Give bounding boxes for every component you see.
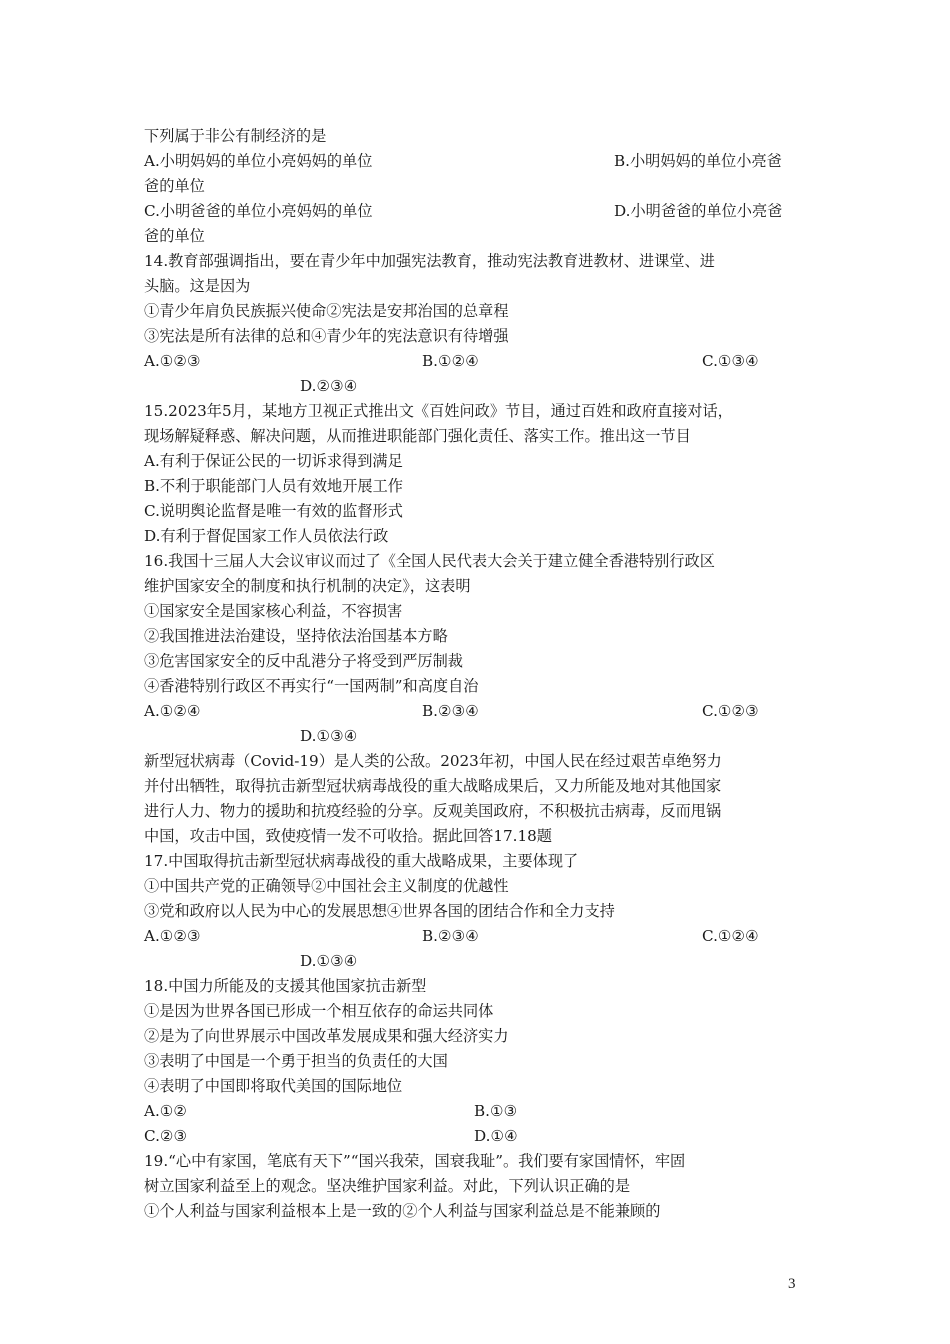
q17-option-a: A.①②③	[144, 927, 201, 945]
q19-statement: ①个人利益与国家利益根本上是一致的②个人利益与国家利益总是不能兼顾的	[144, 1202, 661, 1220]
q15-option-a: A.有利于保证公民的一切诉求得到满足	[144, 452, 403, 470]
q18-option-a: A.①②	[144, 1102, 188, 1120]
q16-statement: ②我国推进法治建设，坚持依法治国基本方略	[144, 627, 448, 645]
q15-stem: 15.2023年5月，某地方卫视正式推出文《百姓问政》节目，通过百姓和政府直接对话，	[144, 402, 733, 420]
q17-option-b: B.②③④	[422, 927, 479, 945]
q13-options-ab	[144, 149, 812, 174]
q15-option-b: B.不利于职能部门人员有效地开展工作	[144, 477, 403, 495]
q18-statement: ②是为了向世界展示中国改革发展成果和强大经济实力	[144, 1027, 509, 1045]
q14-options	[144, 349, 812, 374]
q16-options	[144, 699, 812, 724]
q13-stem: 下列属于非公有制经济的是	[144, 127, 327, 145]
q16-option-c: C.①②③	[702, 702, 759, 720]
q13-options-cd	[144, 199, 812, 224]
q13-option-b: B.小明妈妈的单位小亮爸	[614, 152, 782, 170]
q18-statement: ③表明了中国是一个勇于担当的负责任的大国	[144, 1052, 448, 1070]
q17-option-c: C.①②④	[702, 927, 759, 945]
q19-stem-cont: 树立国家利益至上的观念。坚决维护国家利益。对此，下列认识正确的是	[144, 1177, 630, 1195]
q15-stem-cont: 现场解疑释惑、解决问题，从而推进职能部门强化责任、落实工作。推出这一节目	[144, 427, 691, 445]
q14-stem: 14.教育部强调指出，要在青少年中加强宪法教育，推动宪法教育进教材、进课堂、进	[144, 252, 715, 270]
material-text: 并付出牺牲，取得抗击新型冠状病毒战役的重大战略成果后，又力所能及地对其他国家	[144, 777, 722, 795]
q17-options-2	[144, 949, 812, 974]
q14-stem-cont: 头脑。这是因为	[144, 277, 251, 295]
q13-option-c: C.小明爸爸的单位小亮妈妈的单位	[144, 202, 373, 220]
material-text: 进行人力、物力的援助和抗疫经验的分享。反观美国政府，不积极抗击病毒，反而甩锅	[144, 802, 722, 820]
q17-options	[144, 924, 812, 949]
q13-option-d: D.小明爸爸的单位小亮爸	[614, 202, 783, 220]
q17-statement: ③党和政府以人民为中心的发展思想④世界各国的团结合作和全力支持	[144, 902, 615, 920]
q18-option-d: D.①④	[474, 1127, 518, 1145]
q16-stem-cont: 维护国家安全的制度和执行机制的决定》，这表明	[144, 577, 471, 595]
q16-statement: ①国家安全是国家核心利益，不容损害	[144, 602, 403, 620]
q16-options-2	[144, 724, 812, 749]
q13-option-a: A.小明妈妈的单位小亮妈妈的单位	[144, 152, 373, 170]
q18-options-ab	[144, 1099, 812, 1124]
q18-statement: ①是因为世界各国已形成一个相互依存的命运共同体	[144, 1002, 494, 1020]
q14-statement: ③宪法是所有法律的总和④青少年的宪法意识有待增强	[144, 327, 509, 345]
page-number: 3	[788, 1276, 796, 1292]
q14-statement: ①青少年肩负民族振兴使命②宪法是安邦治国的总章程	[144, 302, 509, 320]
q16-option-b: B.②③④	[422, 702, 479, 720]
q16-statement: ③危害国家安全的反中乱港分子将受到严厉制裁	[144, 652, 463, 670]
q18-option-b: B.①③	[474, 1102, 518, 1120]
q14-options-2	[144, 374, 812, 399]
q14-option-c: C.①③④	[702, 352, 759, 370]
q15-option-c: C.说明舆论监督是唯一有效的监督形式	[144, 502, 403, 520]
q16-stem: 16.我国十三届人大会议审议而过了《全国人民代表大会关于建立健全香港特别行政区	[144, 552, 715, 570]
q17-option-d: D.①③④	[300, 952, 358, 970]
q18-stem: 18.中国力所能及的支援其他国家抗击新型	[144, 977, 427, 995]
q17-statement: ①中国共产党的正确领导②中国社会主义制度的优越性	[144, 877, 509, 895]
material-text: 中国，攻击中国，致使疫情一发不可收拾。据此回答17.18题	[144, 827, 552, 845]
q18-option-c: C.②③	[144, 1127, 188, 1145]
q13-option-b-cont: 爸的单位	[144, 177, 205, 195]
q16-option-a: A.①②④	[144, 702, 201, 720]
q13-option-d-cont: 爸的单位	[144, 227, 205, 245]
q16-statement: ④香港特别行政区不再实行“一国两制”和高度自治	[144, 677, 479, 695]
q14-option-a: A.①②③	[144, 352, 201, 370]
q14-option-b: B.①②④	[422, 352, 479, 370]
material-text: 新型冠状病毒（Covid-19）是人类的公敌。2023年初，中国人民在经过艰苦卓绝努力	[144, 752, 722, 770]
q18-options-cd	[144, 1124, 812, 1149]
document-page	[144, 124, 812, 1224]
q19-stem: 19.“心中有家国，笔底有天下”“国兴我荣，国衰我耻”。我们要有家国情怀，牢固	[144, 1152, 686, 1170]
q17-stem: 17.中国取得抗击新型冠状病毒战役的重大战略成果，主要体现了	[144, 852, 579, 870]
q16-option-d: D.①③④	[300, 727, 358, 745]
q15-option-d: D.有利于督促国家工作人员依法行政	[144, 527, 389, 545]
q18-statement: ④表明了中国即将取代美国的国际地位	[144, 1077, 403, 1095]
q14-option-d: D.②③④	[300, 377, 358, 395]
